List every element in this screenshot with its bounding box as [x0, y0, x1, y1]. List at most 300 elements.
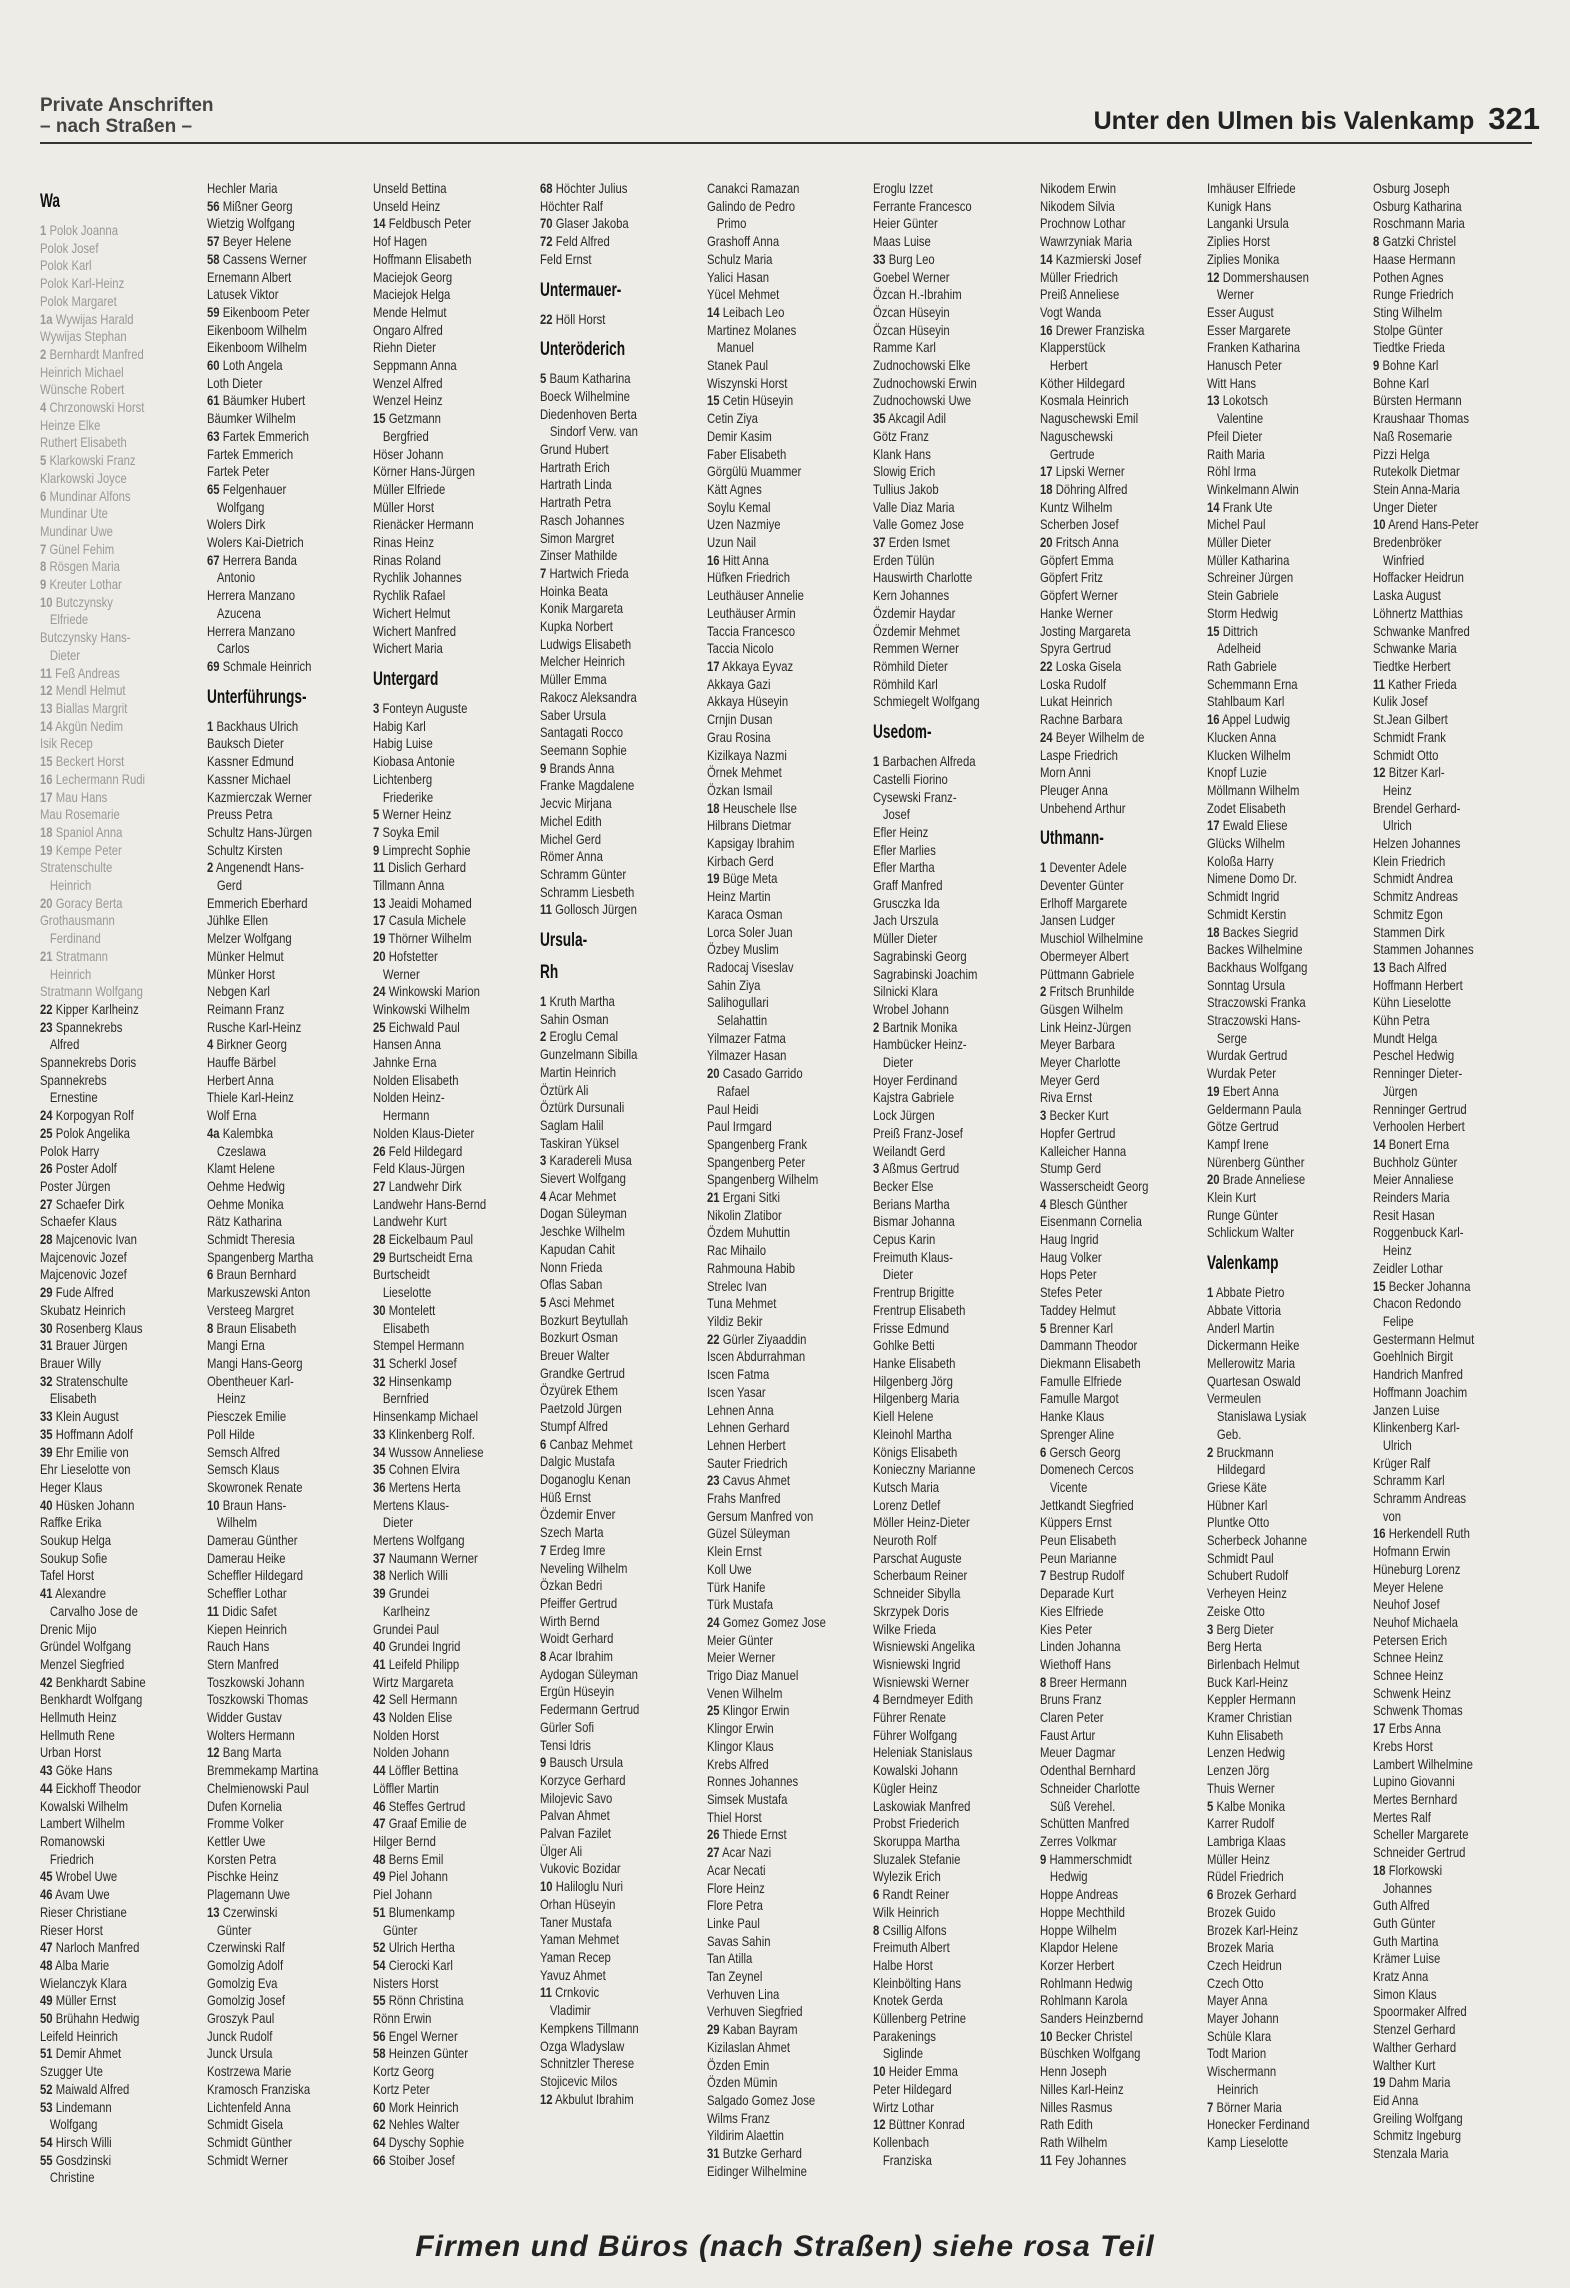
resident-entry — [207, 658, 340, 676]
resident-entry — [707, 1720, 840, 1738]
resident-entry — [373, 966, 506, 984]
resident-name: Martinez Molanes — [706, 322, 796, 338]
resident-entry — [207, 1479, 340, 1497]
resident-entry — [540, 1365, 673, 1383]
house-number: 8 — [540, 1649, 547, 1665]
house-number: 22 — [40, 1001, 53, 1017]
street-heading: Untergard — [373, 668, 439, 690]
resident-name: Kühn Petra — [1373, 1013, 1430, 1029]
resident-name: Winkowski Wilhelm — [373, 1001, 471, 1017]
resident-name: Kollenbach — [873, 2134, 930, 2150]
resident-name: Lichtenberg — [373, 771, 433, 787]
resident-entry — [707, 233, 840, 251]
resident-entry — [373, 516, 506, 534]
house-number: 26 — [706, 1827, 720, 1843]
resident-entry — [873, 392, 1006, 410]
resident-name: Schramm Günter — [540, 866, 627, 882]
resident-entry — [1207, 446, 1340, 464]
resident-entry — [1207, 1355, 1340, 1373]
house-number: 9 — [40, 577, 47, 593]
resident-entry — [1040, 782, 1173, 800]
resident-name: Zinser Mathilde — [540, 548, 618, 564]
resident-name: Heider Emma — [889, 2064, 959, 2080]
resident-name: Heier Günter — [873, 216, 939, 232]
resident-entry — [373, 789, 506, 807]
resident-name: Gersum Manfred von — [706, 1508, 813, 1524]
house-number: 13 — [373, 895, 386, 911]
resident-entry — [540, 1524, 673, 1542]
resident-entry — [207, 948, 340, 966]
resident-name: Pfeiffer Gertrud — [540, 1595, 618, 1611]
resident-entry — [873, 1621, 1006, 1639]
resident-name: Stratenschulte — [55, 1373, 129, 1389]
resident-name: Feldbusch Peter — [389, 216, 472, 232]
resident-name: Brühahn Hedwig — [55, 2011, 140, 2027]
resident-entry — [207, 895, 340, 913]
street-range-title — [1094, 101, 1540, 137]
resident-name: Soukup Sofie — [40, 1550, 108, 1566]
resident-name: Skrzypek Doris — [873, 1603, 950, 1619]
resident-name: Stanek Paul — [706, 358, 768, 374]
resident-entry — [873, 623, 1006, 641]
resident-name: Wolf Erna — [206, 1108, 257, 1124]
street-heading: Unterführungs- — [206, 686, 307, 708]
resident-entry — [873, 1603, 1006, 1621]
resident-name: Brozek Guido — [1206, 1904, 1276, 1920]
resident-entry — [707, 1030, 840, 1048]
resident-name: Yaman Mehmet — [540, 1932, 620, 1948]
resident-entry — [1207, 1674, 1340, 1692]
resident-entry — [540, 1843, 673, 1861]
resident-entry — [373, 2099, 506, 2117]
resident-entry — [40, 682, 173, 700]
resident-entry — [1040, 658, 1173, 676]
resident-entry — [40, 771, 173, 789]
resident-entry — [1207, 269, 1340, 287]
resident-name: Mertens Herta — [389, 1479, 461, 1495]
resident-entry — [1373, 534, 1506, 552]
resident-name: Walther Kurt — [1373, 2057, 1436, 2073]
resident-entry — [373, 1886, 506, 1904]
resident-entry — [1040, 2081, 1173, 2099]
resident-entry — [707, 623, 840, 641]
resident-entry — [40, 2010, 173, 2028]
resident-entry — [1040, 912, 1173, 930]
resident-name: Kather Frieda — [1388, 676, 1458, 692]
resident-name: Casula Michele — [389, 913, 467, 929]
resident-entry — [1207, 959, 1340, 977]
resident-entry — [1040, 410, 1173, 428]
resident-name: Körner Hans-Jürgen — [373, 464, 476, 480]
resident-entry — [1373, 1260, 1506, 1278]
resident-name: Bestrup Rudolf — [1049, 1568, 1125, 1584]
resident-entry — [40, 2099, 173, 2117]
resident-name: Deparade Kurt — [1040, 1586, 1114, 1602]
resident-entry — [207, 1603, 340, 1621]
resident-name: Kutsch Maria — [873, 1479, 940, 1495]
directory-column — [207, 180, 374, 2220]
resident-entry — [540, 180, 673, 198]
resident-entry — [1207, 410, 1340, 428]
resident-name: Stenzala Maria — [1373, 2146, 1449, 2162]
resident-name: Soukup Helga — [40, 1533, 112, 1549]
resident-name: Lock Jürgen — [873, 1108, 936, 1124]
resident-entry — [207, 1550, 340, 1568]
resident-name: Gomolzig Adolf — [206, 1957, 283, 1973]
resident-entry — [373, 806, 506, 824]
resident-name: Rieser Horst — [40, 1922, 103, 1938]
resident-entry — [1373, 906, 1506, 924]
resident-name: Paul Irmgard — [706, 1119, 772, 1135]
resident-entry — [40, 1585, 173, 1603]
resident-entry — [40, 523, 173, 541]
house-number: 8 — [1373, 234, 1380, 250]
resident-entry — [873, 516, 1006, 534]
resident-name: Saglam Halil — [540, 1117, 604, 1133]
resident-name: Geb. — [1216, 1426, 1242, 1442]
resident-entry — [707, 1614, 840, 1632]
resident-name: Hansen Anna — [373, 1037, 442, 1053]
resident-entry — [40, 1355, 173, 1373]
resident-entry — [540, 1489, 673, 1507]
resident-entry — [373, 771, 506, 789]
resident-entry — [1207, 1461, 1340, 1479]
house-number: 19 — [1206, 1083, 1220, 1099]
resident-name: Guth Alfred — [1373, 1898, 1430, 1914]
resident-entry — [1207, 286, 1340, 304]
resident-name: Hoffmann Adolf — [55, 1426, 133, 1442]
resident-entry — [540, 1312, 673, 1330]
resident-entry — [873, 1514, 1006, 1532]
resident-name: Bernfried — [383, 1391, 430, 1407]
house-number: 49 — [373, 1869, 386, 1885]
resident-entry — [40, 311, 173, 329]
house-number: 58 — [373, 2046, 386, 2062]
resident-entry — [1373, 1171, 1506, 1189]
resident-name: Habig Karl — [373, 718, 427, 734]
resident-entry — [1207, 1762, 1340, 1780]
resident-entry — [1373, 1614, 1506, 1632]
resident-entry — [40, 1922, 173, 1940]
resident-name: Nolden Heinz- — [373, 1090, 446, 1106]
resident-name: Mangi Hans-Georg — [206, 1356, 303, 1371]
resident-entry — [1040, 587, 1173, 605]
house-number: 7 — [40, 541, 47, 557]
resident-entry — [1207, 1390, 1340, 1408]
resident-entry — [1040, 747, 1173, 765]
resident-entry — [1207, 1479, 1340, 1497]
resident-entry — [707, 1986, 840, 2004]
resident-name: Klein Kurt — [1206, 1190, 1256, 1206]
resident-name: Kies Elfriede — [1040, 1603, 1104, 1619]
resident-entry — [873, 339, 1006, 357]
resident-entry — [873, 1089, 1006, 1107]
resident-name: Esser August — [1206, 304, 1274, 320]
resident-entry — [1207, 853, 1340, 871]
house-number: 63 — [206, 428, 220, 444]
resident-entry — [207, 623, 340, 641]
house-number: 48 — [373, 1851, 386, 1867]
resident-entry — [40, 1656, 173, 1674]
resident-entry — [873, 180, 1006, 198]
resident-entry — [207, 446, 340, 464]
resident-entry — [1207, 2063, 1340, 2081]
resident-entry — [207, 1355, 340, 1373]
resident-name: Römer Anna — [540, 849, 603, 865]
resident-entry — [1373, 658, 1506, 676]
resident-entry — [40, 470, 173, 488]
resident-entry — [40, 842, 173, 860]
resident-entry — [207, 2028, 340, 2046]
resident-entry — [373, 1780, 506, 1798]
resident-entry — [1373, 924, 1506, 942]
resident-name: Tan Atilla — [706, 1951, 752, 1967]
resident-name: Arend Hans-Peter — [1388, 517, 1480, 533]
resident-entry — [873, 1744, 1006, 1762]
resident-entry — [40, 434, 173, 452]
resident-entry — [540, 1011, 673, 1029]
resident-name: Backhaus Ulrich — [216, 718, 298, 734]
resident-entry — [707, 941, 840, 959]
resident-name: Michel Gerd — [540, 831, 602, 847]
resident-entry — [873, 1992, 1006, 2010]
resident-name: Kapudan Cahit — [540, 1241, 615, 1257]
resident-name: Dyschy Sophie — [389, 2134, 465, 2150]
resident-entry — [207, 877, 340, 895]
resident-name: Röhl Irma — [1206, 464, 1256, 480]
resident-name: Taccia Francesco — [706, 623, 795, 639]
resident-entry — [707, 375, 840, 393]
resident-entry — [40, 1638, 173, 1656]
resident-entry — [40, 1833, 173, 1851]
resident-name: Honecker Ferdinand — [1206, 2117, 1310, 2133]
resident-name: Hoppe Wilhelm — [1040, 1922, 1117, 1938]
house-number: 6 — [1040, 1444, 1047, 1460]
resident-entry — [1373, 1950, 1506, 1968]
resident-entry — [873, 1284, 1006, 1302]
resident-name: Bozkurt Beytullah — [540, 1312, 629, 1328]
resident-name: Morn Anni — [1040, 765, 1091, 781]
resident-entry — [40, 1886, 173, 1904]
resident-entry — [540, 1223, 673, 1241]
resident-name: Grothausmann — [40, 913, 115, 929]
resident-name: Nikodem Erwin — [1040, 181, 1117, 196]
resident-entry — [873, 789, 1006, 807]
house-number: 11 — [373, 860, 386, 876]
resident-name: Krämer Luise — [1373, 1951, 1441, 1967]
resident-entry — [540, 1878, 673, 1896]
resident-entry — [40, 1213, 173, 1231]
resident-name: Jühlke Ellen — [206, 913, 268, 929]
resident-entry — [40, 1337, 173, 1355]
resident-entry — [707, 1490, 840, 1508]
resident-name: Runge Friedrich — [1373, 287, 1454, 303]
resident-name: Majcenovic Jozef — [40, 1267, 127, 1283]
resident-name: Büttner Konrad — [889, 2117, 966, 2133]
resident-name: Stefes Peter — [1040, 1285, 1103, 1301]
resident-entry — [1373, 977, 1506, 995]
resident-name: Cysewski Franz- — [873, 789, 957, 805]
house-number: 24 — [706, 1614, 720, 1630]
resident-entry — [540, 494, 673, 512]
resident-entry — [373, 1089, 506, 1107]
house-number: 64 — [373, 2134, 386, 2150]
resident-name: Wurdak Peter — [1206, 1066, 1276, 1082]
house-number: 37 — [373, 1550, 386, 1566]
resident-name: Feld Ernst — [540, 251, 592, 267]
resident-entry — [1373, 1756, 1506, 1774]
resident-name: Crnjin Dusan — [706, 712, 773, 728]
resident-name: Valentine — [1216, 411, 1263, 427]
resident-name: Yildirim Alaettin — [706, 2128, 784, 2144]
resident-entry — [1040, 552, 1173, 570]
resident-name: Ewald Eliese — [1222, 818, 1288, 834]
resident-name: Schwanke Maria — [1373, 641, 1458, 657]
resident-name: Braun Elisabeth — [216, 1320, 297, 1336]
resident-entry — [540, 198, 673, 216]
resident-name: Wylezik Erich — [873, 1869, 942, 1885]
resident-name: Kuhn Elisabeth — [1206, 1727, 1283, 1743]
resident-name: Elfriede — [49, 612, 89, 628]
resident-name: Meyer Helene — [1373, 1579, 1444, 1595]
resident-entry — [40, 1426, 173, 1444]
resident-entry — [707, 959, 840, 977]
resident-entry — [207, 1922, 340, 1940]
resident-name: Kazmierczak Werner — [206, 789, 312, 805]
resident-name: Schmidt Theresia — [206, 1232, 295, 1248]
resident-entry — [207, 552, 340, 570]
resident-entry — [373, 912, 506, 930]
resident-entry — [1207, 1426, 1340, 1444]
resident-name: Möller Heinz-Dieter — [873, 1515, 971, 1531]
resident-entry — [207, 1249, 340, 1267]
resident-name: Kajstra Gabriele — [873, 1090, 955, 1106]
resident-entry — [1040, 764, 1173, 782]
resident-entry — [207, 1709, 340, 1727]
house-number: 46 — [40, 1887, 53, 1903]
resident-entry — [540, 993, 673, 1011]
resident-entry — [1373, 2074, 1506, 2092]
house-number: 13 — [1373, 959, 1386, 975]
house-number: 4a — [206, 1125, 220, 1141]
resident-entry — [40, 328, 173, 346]
house-number: 4 — [540, 1188, 547, 1204]
resident-entry — [207, 1904, 340, 1922]
resident-name: Erlhoff Margarete — [1040, 895, 1128, 911]
resident-name: Herbert — [1049, 358, 1088, 374]
resident-entry — [540, 1737, 673, 1755]
resident-name: Peschel Hedwig — [1373, 1048, 1455, 1064]
resident-entry — [707, 1738, 840, 1756]
resident-name: Hofstetter — [389, 948, 439, 964]
resident-entry — [873, 930, 1006, 948]
resident-entry — [373, 1001, 506, 1019]
house-number: 35 — [873, 411, 886, 427]
resident-name: Stolpe Günter — [1373, 322, 1444, 338]
resident-entry — [1207, 1497, 1340, 1515]
resident-name: Bang Marta — [222, 1745, 281, 1761]
house-number: 16 — [40, 771, 53, 787]
resident-name: Ergün Hüseyin — [540, 1684, 615, 1700]
resident-name: Werner — [383, 966, 421, 982]
resident-name: Faust Artur — [1040, 1727, 1096, 1743]
resident-name: Schaefer Dirk — [55, 1196, 125, 1212]
resident-name: Leifeld Heinrich — [40, 2028, 118, 2044]
resident-entry — [707, 269, 840, 287]
resident-name: Grundei — [389, 1586, 430, 1602]
resident-name: Gosdzinski — [55, 2152, 112, 2168]
resident-name: Majcenovic Jozef — [40, 1249, 127, 1265]
resident-entry — [707, 1968, 840, 1986]
resident-entry — [40, 346, 173, 364]
house-number: 11 — [206, 1603, 219, 1619]
resident-name: Haase Hermann — [1373, 251, 1456, 267]
resident-name: Unbehend Arthur — [1040, 800, 1126, 816]
resident-entry — [1040, 1355, 1173, 1373]
resident-name: Gründel Wolfgang — [40, 1639, 131, 1655]
resident-name: Graff Manfred — [873, 878, 943, 894]
resident-entry — [540, 813, 673, 831]
resident-name: Akgün Nedim — [55, 718, 124, 734]
resident-entry — [873, 1656, 1006, 1674]
resident-name: Yavuz Ahmet — [540, 1967, 606, 1983]
resident-name: Klinkenberg Rolf. — [389, 1426, 476, 1442]
resident-entry — [540, 1046, 673, 1064]
resident-entry — [873, 1532, 1006, 1550]
resident-entry — [1373, 1030, 1506, 1048]
resident-name: Zudnochowski Uwe — [873, 393, 972, 409]
resident-name: Kügler Heinz — [873, 1780, 939, 1796]
resident-name: Burtscheidt Erna — [389, 1249, 473, 1265]
resident-name: Werner Heinz — [382, 807, 452, 823]
resident-name: Hartrath Erich — [540, 459, 610, 475]
resident-entry — [373, 1709, 506, 1727]
resident-name: Casado Garrido — [722, 1066, 803, 1082]
resident-name: Schmidt Gisela — [206, 2117, 283, 2133]
resident-entry — [707, 994, 840, 1012]
resident-entry — [1207, 1975, 1340, 1993]
resident-entry — [540, 1170, 673, 1188]
house-number: 4 — [206, 1037, 213, 1053]
resident-entry — [1040, 569, 1173, 587]
resident-name: Tan Zeynel — [706, 1969, 763, 1985]
resident-name: Trigo Diaz Manuel — [706, 1668, 799, 1684]
house-number: 3 — [873, 1161, 880, 1177]
resident-name: Stumpf Alfred — [540, 1418, 608, 1434]
resident-entry — [1207, 1012, 1340, 1030]
resident-name: Kowalski Johann — [873, 1763, 959, 1779]
resident-entry — [707, 1862, 840, 1880]
resident-entry — [707, 1579, 840, 1597]
house-number: 45 — [40, 1869, 53, 1885]
resident-entry — [707, 835, 840, 853]
resident-name: Kamp Lieselotte — [1206, 2134, 1288, 2150]
resident-entry — [1207, 428, 1340, 446]
resident-name: Eroglu Cemal — [549, 1029, 619, 1045]
resident-entry — [207, 824, 340, 842]
resident-name: Gürler Sofi — [540, 1719, 595, 1735]
resident-name: Korsten Petra — [206, 1851, 276, 1867]
resident-name: Bismar Johanna — [873, 1214, 956, 1230]
resident-entry — [1207, 658, 1340, 676]
resident-entry — [207, 1196, 340, 1214]
resident-entry — [373, 1160, 506, 1178]
resident-name: Salgado Gomez Jose — [706, 2092, 815, 2108]
resident-entry — [1207, 499, 1340, 517]
resident-name: Hoinka Beata — [540, 583, 608, 599]
resident-entry — [1373, 552, 1506, 570]
house-number: 9 — [373, 842, 380, 858]
